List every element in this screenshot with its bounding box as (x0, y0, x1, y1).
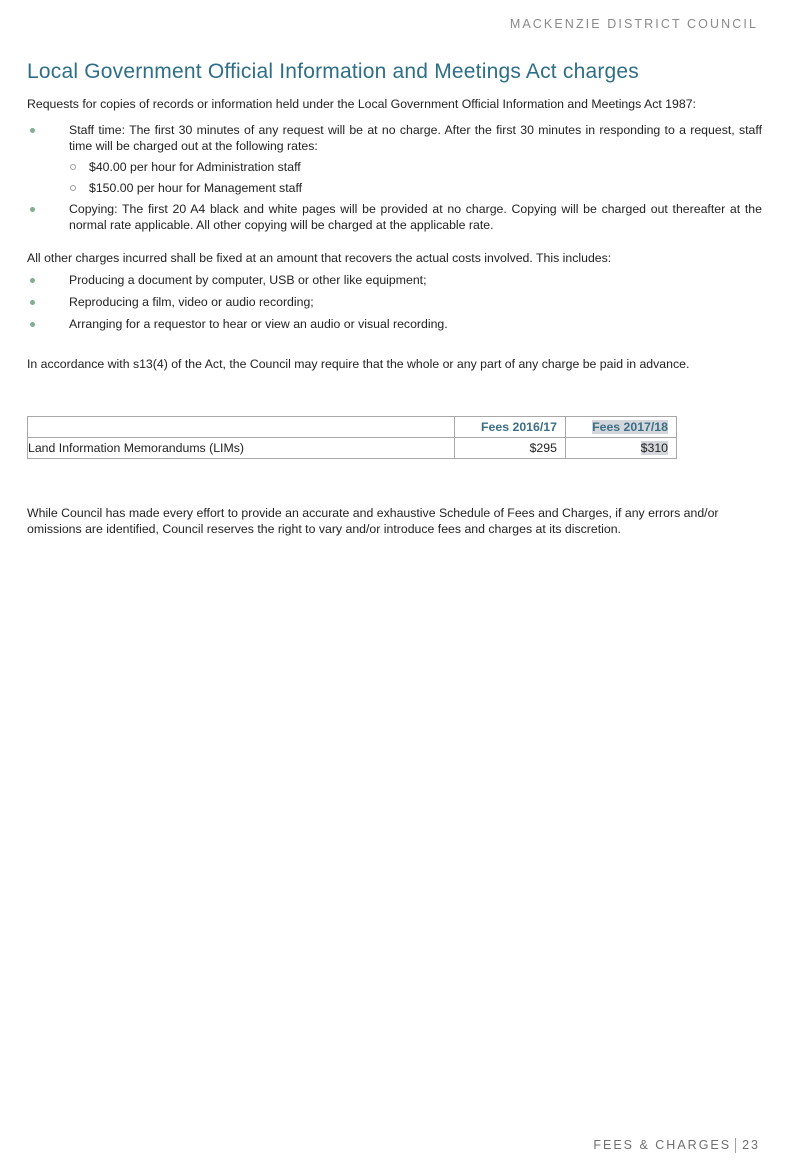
bullet-icon (30, 278, 35, 283)
list-item-text: Arranging for a requestor to hear or view an audio or visual recording. (69, 317, 448, 331)
list-item (27, 294, 762, 310)
sub-list-item (27, 159, 762, 175)
list-item (27, 272, 762, 288)
advance-payment-note: In accordance with s13(4) of the Act, the Council may require that the whole or any part of any charge be paid in advance. (27, 357, 690, 371)
list-item-text: Staff time: The first 30 minutes of any request will be at no charge. After the first 30 minutes in responding to a request, staff time will be charged out at the following rates: (69, 123, 762, 153)
table-header-row (28, 417, 677, 438)
other-charges-list (27, 272, 762, 332)
footer-divider (735, 1138, 736, 1153)
staff-copy-list (27, 122, 762, 233)
list-item (27, 316, 762, 332)
sub-list-item-text: $40.00 per hour for Administration staff (89, 160, 301, 174)
table-header-cell: Fees 2016/17 (454, 417, 565, 438)
list-item (27, 201, 762, 233)
bullet-icon (30, 300, 35, 305)
footer-section: FEES & CHARGES (593, 1137, 732, 1152)
fees-table (27, 416, 677, 459)
highlighted-text: $310 (640, 441, 668, 455)
running-header: MACKENZIE DISTRICT COUNCIL (509, 17, 758, 31)
other-charges-paragraph: All other charges incurred shall be fixed at an amount that recovers the actual costs involved. This includes: (27, 251, 612, 265)
bullet-icon (30, 207, 35, 212)
bullet-icon (30, 128, 35, 133)
table-row (28, 438, 677, 459)
table-cell: $295 (454, 438, 565, 459)
list-item (27, 122, 762, 154)
list-item-text: Producing a document by computer, USB or other like equipment; (69, 273, 427, 287)
disclaimer-paragraph: While Council has made every effort to provide an accurate and exhaustive Schedule of Fees and Charges, if any errors and/or omissions are identified, Council reserves the right to vary and/or introduce fees and charges at its discretion. (27, 506, 719, 536)
sub-list-item-text: $150.00 per hour for Management staff (89, 181, 303, 195)
intro-paragraph: Requests for copies of records or information held under the Local Government Official Information and Meetings Act 1987: (27, 97, 696, 111)
sub-list-item (27, 180, 762, 196)
circle-bullet-icon (70, 164, 76, 170)
bullet-icon (30, 322, 35, 327)
table-cell: Land Information Memorandums (LIMs) (28, 438, 455, 459)
circle-bullet-icon (70, 185, 76, 191)
table-header-cell (565, 417, 676, 438)
list-item-text: Copying: The first 20 A4 black and white pages will be provided at no charge. Copying will be charged out thereafter at the normal rate applicable. All other copying will be charged at the applicable rate. (69, 202, 762, 232)
page-number: 23 (742, 1137, 760, 1152)
page-footer (593, 1138, 760, 1153)
table-header-cell (28, 417, 455, 438)
highlighted-text: Fees 2017/18 (592, 420, 668, 434)
list-item-text: Reproducing a film, video or audio recording; (69, 295, 314, 309)
table-cell (565, 438, 676, 459)
page-title: Local Government Official Information and Meetings Act charges (27, 60, 639, 83)
